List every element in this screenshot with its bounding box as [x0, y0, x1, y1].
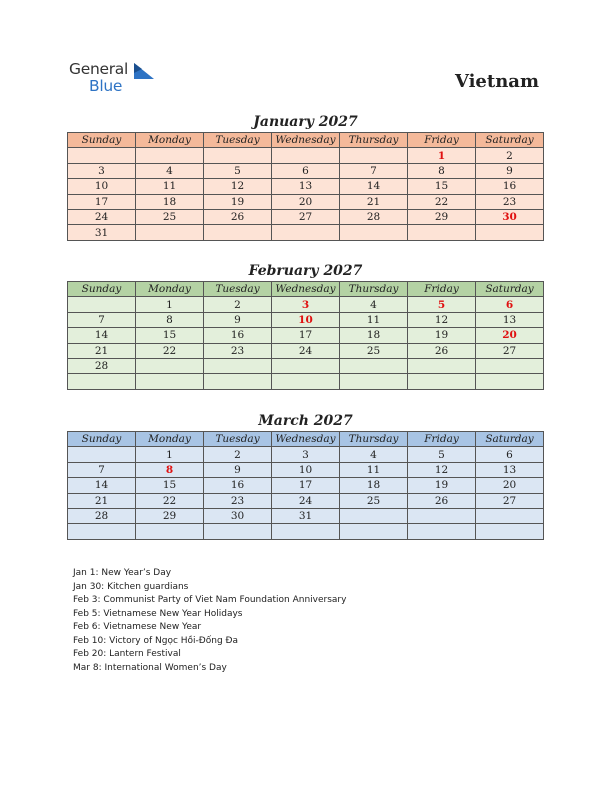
day-cell: 8: [136, 462, 204, 477]
day-cell: 8: [136, 312, 204, 327]
day-cell: [408, 374, 476, 389]
week-row: [68, 163, 544, 178]
month-february: [67, 261, 544, 390]
day-cell: 9: [204, 312, 272, 327]
day-cell: [476, 524, 544, 539]
week-row: [68, 297, 544, 312]
weekday-header: Friday: [408, 432, 476, 447]
day-cell: [476, 374, 544, 389]
day-cell: 7: [68, 462, 136, 477]
day-cell: 7: [340, 163, 408, 178]
day-cell: 6: [476, 447, 544, 462]
week-row: [68, 343, 544, 358]
day-cell: 13: [476, 312, 544, 327]
day-cell: 6: [476, 297, 544, 312]
weekday-header: Sunday: [68, 282, 136, 297]
weekday-header: Saturday: [476, 133, 544, 148]
weekday-header: Saturday: [476, 282, 544, 297]
day-cell: 15: [408, 179, 476, 194]
day-cell: 25: [340, 493, 408, 508]
day-cell: 20: [476, 328, 544, 343]
day-cell: 12: [204, 179, 272, 194]
day-cell: 4: [340, 297, 408, 312]
day-cell: [68, 148, 136, 163]
day-cell: 16: [204, 328, 272, 343]
day-cell: 3: [272, 297, 340, 312]
day-cell: 9: [204, 462, 272, 477]
week-row: [68, 194, 544, 209]
day-cell: 15: [136, 328, 204, 343]
country-title: Vietnam: [454, 71, 539, 92]
day-cell: 13: [476, 462, 544, 477]
day-cell: [136, 374, 204, 389]
day-cell: 23: [476, 194, 544, 209]
week-row: [68, 328, 544, 343]
weekday-header: Tuesday: [204, 282, 272, 297]
day-cell: 10: [272, 462, 340, 477]
holiday-item: Mar 8: International Women’s Day: [73, 662, 227, 673]
day-cell: [272, 374, 340, 389]
day-cell: [340, 225, 408, 240]
day-cell: 27: [476, 493, 544, 508]
day-cell: 17: [272, 328, 340, 343]
day-cell: 20: [476, 478, 544, 493]
day-cell: [68, 524, 136, 539]
month-march: [67, 411, 544, 540]
day-cell: 18: [340, 478, 408, 493]
day-cell: 10: [68, 179, 136, 194]
weekday-header: Tuesday: [204, 432, 272, 447]
day-cell: 1: [408, 148, 476, 163]
day-cell: [408, 524, 476, 539]
day-cell: 31: [68, 225, 136, 240]
day-cell: 2: [204, 447, 272, 462]
day-cell: [340, 524, 408, 539]
day-cell: 11: [340, 462, 408, 477]
day-cell: 6: [272, 163, 340, 178]
day-cell: 5: [204, 163, 272, 178]
day-cell: [136, 225, 204, 240]
day-cell: 19: [408, 478, 476, 493]
day-cell: [340, 374, 408, 389]
day-cell: 15: [136, 478, 204, 493]
day-cell: 5: [408, 447, 476, 462]
holiday-item: Jan 30: Kitchen guardians: [73, 581, 189, 592]
holiday-item: Feb 10: Victory of Ngọc Hồi-Đống Đa: [73, 635, 239, 646]
holiday-item: Jan 1: New Year’s Day: [73, 568, 172, 578]
day-cell: 28: [340, 209, 408, 224]
day-cell: 5: [408, 297, 476, 312]
day-cell: [476, 358, 544, 373]
day-cell: [272, 524, 340, 539]
day-cell: 21: [340, 194, 408, 209]
day-cell: 17: [272, 478, 340, 493]
week-row: [68, 493, 544, 508]
week-row: [68, 478, 544, 493]
week-row: [68, 508, 544, 523]
day-cell: 2: [204, 297, 272, 312]
day-cell: 14: [68, 478, 136, 493]
day-cell: 22: [136, 343, 204, 358]
weekday-header: Thursday: [340, 133, 408, 148]
day-cell: 17: [68, 194, 136, 209]
day-cell: 19: [408, 328, 476, 343]
day-cell: 21: [68, 493, 136, 508]
weekday-header: Thursday: [340, 432, 408, 447]
day-cell: [272, 358, 340, 373]
day-cell: 30: [204, 508, 272, 523]
day-cell: [408, 358, 476, 373]
week-row: [68, 312, 544, 327]
day-cell: [68, 447, 136, 462]
day-cell: 29: [408, 209, 476, 224]
logo-word-blue: Blue: [89, 77, 123, 95]
day-cell: [408, 225, 476, 240]
day-cell: 3: [68, 163, 136, 178]
day-cell: 25: [340, 343, 408, 358]
day-cell: 11: [340, 312, 408, 327]
day-cell: 13: [272, 179, 340, 194]
day-cell: 1: [136, 297, 204, 312]
week-row: [68, 148, 544, 163]
week-row: [68, 225, 544, 240]
weekday-header: Sunday: [68, 432, 136, 447]
day-cell: [340, 508, 408, 523]
weekday-header: Wednesday: [272, 432, 340, 447]
month-title: February 2027: [248, 263, 363, 279]
day-cell: 20: [272, 194, 340, 209]
day-cell: 9: [476, 163, 544, 178]
day-cell: 30: [476, 209, 544, 224]
day-cell: [204, 358, 272, 373]
day-cell: 2: [476, 148, 544, 163]
weekday-header: Wednesday: [272, 133, 340, 148]
day-cell: [272, 148, 340, 163]
weekday-header: Friday: [408, 133, 476, 148]
day-cell: 21: [68, 343, 136, 358]
day-cell: [204, 524, 272, 539]
day-cell: [204, 148, 272, 163]
day-cell: 24: [272, 343, 340, 358]
day-cell: 10: [272, 312, 340, 327]
day-cell: 25: [136, 209, 204, 224]
day-cell: [340, 148, 408, 163]
day-cell: [68, 297, 136, 312]
day-cell: 24: [272, 493, 340, 508]
holiday-item: Feb 5: Vietnamese New Year Holidays: [73, 608, 243, 619]
weekday-header-row: [68, 432, 544, 447]
weekday-header: Monday: [136, 432, 204, 447]
holiday-item: Feb 3: Communist Party of Viet Nam Foundation Anniversary: [73, 595, 347, 605]
weekday-header: Friday: [408, 282, 476, 297]
day-cell: [204, 225, 272, 240]
day-cell: 18: [136, 194, 204, 209]
week-row: [68, 209, 544, 224]
day-cell: 27: [272, 209, 340, 224]
day-cell: 3: [272, 447, 340, 462]
day-cell: 11: [136, 179, 204, 194]
month-title: January 2027: [253, 114, 358, 130]
day-cell: 16: [204, 478, 272, 493]
day-cell: 31: [272, 508, 340, 523]
day-cell: [136, 358, 204, 373]
day-cell: [340, 358, 408, 373]
day-cell: 4: [340, 447, 408, 462]
brand-logo: [69, 60, 169, 96]
day-cell: [68, 374, 136, 389]
day-cell: 23: [204, 343, 272, 358]
day-cell: 4: [136, 163, 204, 178]
day-cell: [136, 524, 204, 539]
day-cell: [408, 508, 476, 523]
holiday-item: Feb 20: Lantern Festival: [73, 649, 181, 659]
day-cell: 22: [408, 194, 476, 209]
weekday-header: Thursday: [340, 282, 408, 297]
logo-triangle-icon: [134, 63, 154, 79]
day-cell: 14: [68, 328, 136, 343]
day-cell: [204, 374, 272, 389]
weekday-header: Tuesday: [204, 133, 272, 148]
week-row: [68, 524, 544, 539]
day-cell: 26: [408, 343, 476, 358]
month-january: [67, 112, 544, 241]
day-cell: 27: [476, 343, 544, 358]
day-cell: 12: [408, 462, 476, 477]
day-cell: 14: [340, 179, 408, 194]
weekday-header: Monday: [136, 282, 204, 297]
day-cell: [476, 508, 544, 523]
calendar-grid: [67, 132, 544, 241]
week-row: [68, 462, 544, 477]
day-cell: 24: [68, 209, 136, 224]
weekday-header: Sunday: [68, 133, 136, 148]
weekday-header-row: [68, 282, 544, 297]
month-title: March 2027: [258, 413, 353, 429]
day-cell: 29: [136, 508, 204, 523]
day-cell: 26: [204, 209, 272, 224]
day-cell: 7: [68, 312, 136, 327]
day-cell: 18: [340, 328, 408, 343]
week-row: [68, 358, 544, 373]
day-cell: [272, 225, 340, 240]
holiday-list: [73, 567, 346, 675]
week-row: [68, 374, 544, 389]
day-cell: 28: [68, 508, 136, 523]
day-cell: 1: [136, 447, 204, 462]
weekday-header: Wednesday: [272, 282, 340, 297]
day-cell: [476, 225, 544, 240]
day-cell: 22: [136, 493, 204, 508]
weekday-header: Saturday: [476, 432, 544, 447]
day-cell: 28: [68, 358, 136, 373]
weekday-header: Monday: [136, 133, 204, 148]
day-cell: 8: [408, 163, 476, 178]
day-cell: [136, 148, 204, 163]
day-cell: 16: [476, 179, 544, 194]
day-cell: 19: [204, 194, 272, 209]
day-cell: 26: [408, 493, 476, 508]
week-row: [68, 179, 544, 194]
calendar-grid: [67, 281, 544, 390]
calendar-grid: [67, 431, 544, 540]
week-row: [68, 447, 544, 462]
holiday-item: Feb 6: Vietnamese New Year: [73, 622, 202, 632]
day-cell: 23: [204, 493, 272, 508]
day-cell: 12: [408, 312, 476, 327]
weekday-header-row: [68, 133, 544, 148]
logo-word-general: General: [69, 60, 128, 78]
